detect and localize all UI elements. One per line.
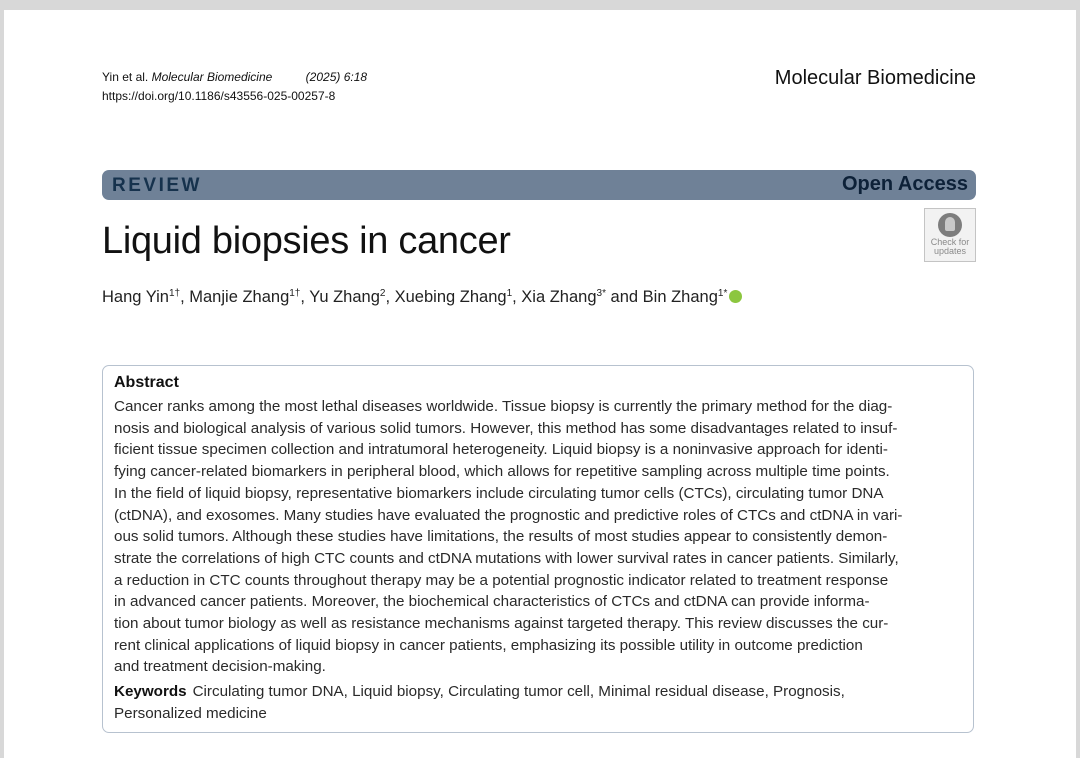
abstract-line: In the field of liquid biopsy, representative biomarkers include circulating tumor cells (CTCs), circulating tumor DNA bbox=[114, 484, 884, 502]
article-type-banner bbox=[102, 170, 976, 200]
journal-name: Molecular Biomedicine bbox=[774, 67, 976, 89]
keywords-label: Keywords bbox=[114, 683, 187, 701]
author[interactable]: Hang Yin$^{1\dagger}$ bbox=[102, 288, 181, 306]
author[interactable]: Bin Zhang$^{1*}$ bbox=[642, 288, 728, 306]
citation-year: (2025) 6:18 bbox=[305, 70, 368, 84]
keywords-values-1: Circulating tumor DNA, Liquid biopsy, Circulating tumor cell, Minimal residual disease, Prognosis, bbox=[192, 683, 845, 701]
abstract-line: (ctDNA), and exosomes. Many studies have evaluated the prognostic and predictive roles of CTCs and ctDNA in vari- bbox=[114, 506, 903, 524]
abstract-line: nosis and biological analysis of various solid tumors. However, this method has some disadvantages related to insuf- bbox=[114, 419, 898, 437]
abstract-line: tion about tumor biology as well as resistance mechanisms against targeted therapy. This review discusses the cur- bbox=[114, 615, 889, 633]
abstract-body bbox=[114, 396, 963, 678]
check-for-updates-icon bbox=[938, 213, 962, 237]
open-access-label: Open Access bbox=[842, 173, 968, 195]
citation-block bbox=[102, 68, 367, 106]
abstract-line: and treatment decision-making. bbox=[114, 658, 326, 676]
author[interactable]: Manjie Zhang$^{1\dagger}$ bbox=[189, 288, 301, 306]
author[interactable]: Yu Zhang$^2$ bbox=[309, 288, 386, 306]
abstract-heading: Abstract bbox=[114, 374, 179, 391]
author[interactable]: Xia Zhang$^{3*}$ bbox=[521, 288, 606, 306]
abstract-line: in advanced cancer patients. Moreover, the biochemical characteristics of CTCs and ctDNA can provide informa- bbox=[114, 593, 870, 611]
abstract-line: ous solid tumors. Although these studies have limitations, the results of most studies appear to consistently demon- bbox=[114, 528, 888, 546]
article-title: Liquid biopsies in cancer bbox=[102, 220, 511, 262]
abstract-line: fying cancer-related biomarkers in peripheral blood, which allows for repetitive sampling across multiple time points. bbox=[114, 463, 890, 481]
check-for-updates-label-1: Check for bbox=[930, 237, 970, 247]
doi-link[interactable]: https://doi.org/10.1186/s43556-025-00257-8 bbox=[102, 89, 336, 103]
article-page bbox=[4, 10, 1076, 758]
citation-line bbox=[102, 68, 367, 87]
citation-journal: Molecular Biomedicine bbox=[151, 70, 273, 84]
orcid-icon[interactable] bbox=[729, 290, 742, 303]
keywords-line bbox=[114, 681, 963, 703]
abstract-line: rent clinical applications of liquid biopsy in cancer patients, emphasizing its possible utility in outcome prediction bbox=[114, 636, 863, 654]
keywords-values-2: Personalized medicine bbox=[114, 704, 267, 722]
keywords bbox=[114, 681, 963, 724]
author[interactable]: Xuebing Zhang$^1$ bbox=[394, 288, 513, 306]
abstract-line: Cancer ranks among the most lethal diseases worldwide. Tissue biopsy is currently the primary method for the diag- bbox=[114, 398, 893, 415]
check-for-updates-button[interactable] bbox=[924, 208, 976, 262]
abstract-box bbox=[102, 365, 974, 733]
citation-authors: Yin et al. bbox=[102, 70, 149, 84]
abstract-line: ficient tissue specimen collection and intratumoral heterogeneity. Liquid biopsy is a noninvasive approach for identi- bbox=[114, 441, 888, 459]
article-type: REVIEW bbox=[112, 175, 202, 196]
abstract-line: a reduction in CTC counts throughout therapy may be a potential prognostic indicator related to treatment response bbox=[114, 571, 889, 589]
check-for-updates-label-2: updates bbox=[933, 246, 967, 256]
author-list: Hang Yin$^{1\dagger}$, Manjie Zhang$^{1\dagger}$, Yu Zhang$^2$, Xuebing Zhang$^1$, Xia Zhang$^{3*}$ and Bin Zhang$^{1*}$ bbox=[102, 288, 742, 307]
abstract-line: strate the correlations of high CTC counts and ctDNA mutations with lower survival rates in cancer patients. Similarly, bbox=[114, 549, 899, 567]
